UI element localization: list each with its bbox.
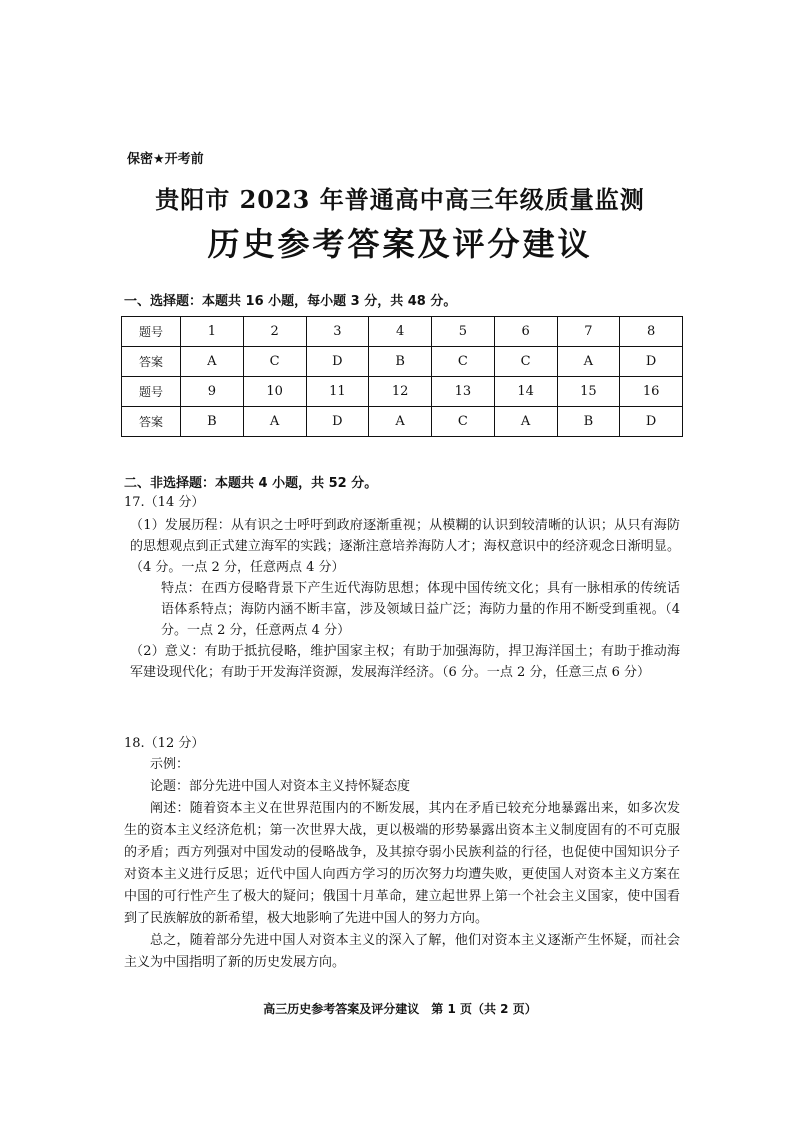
section1-heading: 一、选择题：本题共 16 小题，每小题 3 分，共 48 分。 bbox=[124, 294, 457, 309]
table-cell: 15 bbox=[557, 377, 620, 407]
q18-topic: 论题：部分先进中国人对资本主义持怀疑态度 bbox=[150, 779, 411, 794]
table-cell: 3 bbox=[306, 317, 369, 347]
row-label: 题号 bbox=[122, 317, 181, 347]
table-cell: A bbox=[181, 347, 244, 377]
page-footer: 高三历史参考答案及评分建议 第 1 页（共 2 页） bbox=[263, 1002, 537, 1016]
table-row bbox=[122, 317, 683, 347]
table-cell: 7 bbox=[557, 317, 620, 347]
table-cell: D bbox=[306, 407, 369, 437]
table-cell: 9 bbox=[181, 377, 244, 407]
q17-part2: （2）意义：有助于抵抗侵略，维护国家主权；有助于加强海防，捍卫海洋国土；有助于推动海军建设现代化；有助于开发海洋资源，发展海洋经济。（6 分。一点 2 分，任意三点 6 分） bbox=[130, 644, 680, 680]
table-row bbox=[122, 377, 683, 407]
table-cell: A bbox=[243, 407, 306, 437]
exam-title: 贵阳市 2023 年普通高中高三年级质量监测 bbox=[155, 185, 645, 214]
table-cell: 1 bbox=[181, 317, 244, 347]
table-row bbox=[122, 347, 683, 377]
table-cell: D bbox=[620, 407, 683, 437]
table-cell: 2 bbox=[243, 317, 306, 347]
q17-title: 17.（14 分） bbox=[124, 495, 205, 510]
table-cell: A bbox=[557, 347, 620, 377]
table-cell: 8 bbox=[620, 317, 683, 347]
confidential-label: 保密★开考前 bbox=[127, 152, 204, 167]
table-cell: 16 bbox=[620, 377, 683, 407]
table-cell: 14 bbox=[494, 377, 557, 407]
q18-example: 示例： bbox=[150, 757, 190, 772]
table-cell: D bbox=[306, 347, 369, 377]
table-cell: C bbox=[432, 347, 495, 377]
q17-answer bbox=[130, 515, 680, 683]
table-cell: 5 bbox=[432, 317, 495, 347]
section2-heading: 二、非选择题：本题共 4 小题，共 52 分。 bbox=[124, 476, 378, 491]
table-cell: C bbox=[432, 407, 495, 437]
table-cell: 6 bbox=[494, 317, 557, 347]
row-label: 题号 bbox=[122, 377, 181, 407]
document-title: 历史参考答案及评分建议 bbox=[207, 225, 593, 263]
answer-table bbox=[121, 316, 683, 437]
row-label: 答案 bbox=[122, 407, 181, 437]
table-cell: A bbox=[494, 407, 557, 437]
table-cell: D bbox=[620, 347, 683, 377]
q18-answer bbox=[124, 754, 680, 974]
table-cell: B bbox=[557, 407, 620, 437]
table-cell: C bbox=[494, 347, 557, 377]
table-cell: 10 bbox=[243, 377, 306, 407]
table-cell: 13 bbox=[432, 377, 495, 407]
table-cell: B bbox=[369, 347, 432, 377]
table-cell: B bbox=[181, 407, 244, 437]
q18-argument: 阐述：随着资本主义在世界范围内的不断发展，其内在矛盾已较充分地暴露出来，如多次发生的资本主义经济危机；第一次世界大战，更以极端的形势暴露出资本主义制度固有的不可克服的矛盾；西方列强对中国发动的侵略战争，及其掠夺弱小民族利益的行径，也促使中国知识分子对资本主义进行反思；近代中国人向西方学习的历次努力均遭失败，更使国人对资本主义方案在中国的可行性产生了极大的疑问；俄国十月革命，建立起世界上第一个社会主义国家，使中国看到了民族解放的新希望，极大地影响了先进中国人的努力方向。 bbox=[124, 801, 680, 926]
table-cell: 12 bbox=[369, 377, 432, 407]
table-cell: 4 bbox=[369, 317, 432, 347]
q17-part1: （1）发展历程：从有识之士呼吁到政府逐渐重视；从模糊的认识到较清晰的认识；从只有海防的思想观点到正式建立海军的实践；逐渐注意培养海防人才；海权意识中的经济观念日渐明显。（4 分。一点 2 分，任意两点 4 分） bbox=[130, 518, 680, 575]
table-cell: C bbox=[243, 347, 306, 377]
table-cell: A bbox=[369, 407, 432, 437]
table-row bbox=[122, 407, 683, 437]
row-label: 答案 bbox=[122, 347, 181, 377]
q18-conclusion: 总之，随着部分先进中国人对资本主义的深入了解，他们对资本主义逐渐产生怀疑，而社会主义为中国指明了新的历史发展方向。 bbox=[124, 933, 680, 970]
q18-title: 18.（12 分） bbox=[124, 736, 205, 751]
table-cell: 11 bbox=[306, 377, 369, 407]
q17-features: 特点：在西方侵略背景下产生近代海防思想；体现中国传统文化；具有一脉相承的传统话语体系特点；海防内涵不断丰富，涉及领域日益广泛；海防力量的作用不断受到重视。（4 分。一点 2 分，任意两点 4 分） bbox=[161, 581, 680, 638]
